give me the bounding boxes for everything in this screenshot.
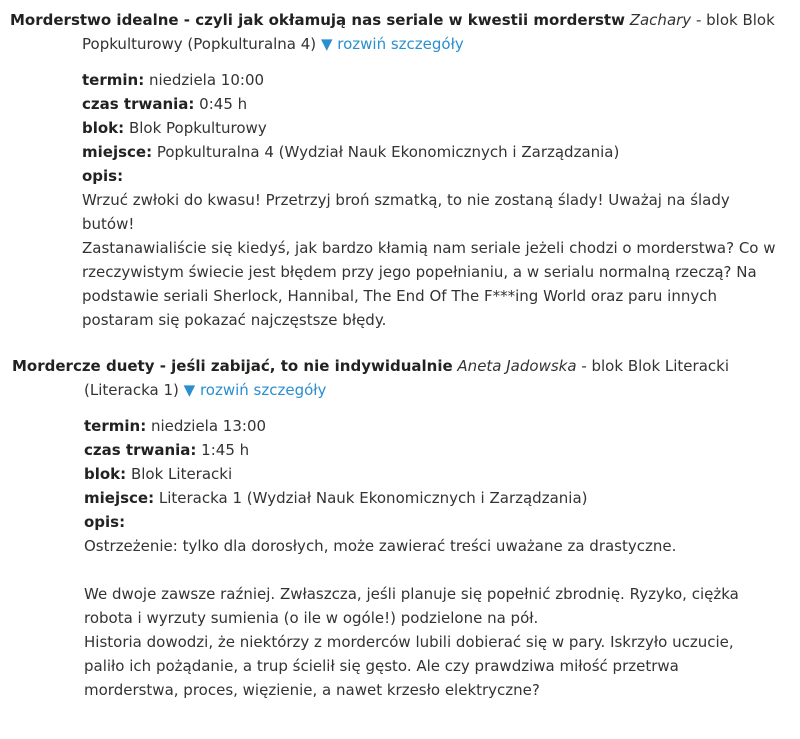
detail-block: blok: Blok Popkulturowy xyxy=(82,119,267,137)
detail-location: miejsce: Popkulturalna 4 (Wydział Nauk Ekonomicznych i Zarządzania) xyxy=(82,143,620,161)
detail-description-label: opis: xyxy=(82,167,124,185)
description-line: Historia dowodzi, że niektórzy z morderców lubili dobierać się w pary. Iskrzyło uczucie, xyxy=(84,633,734,651)
event-block-cont: Popkulturowy (Popkulturalna 4) xyxy=(82,35,317,53)
description-line: We dwoje zawsze raźniej. Zwłaszcza, jeśli planuje się popełnić zbrodnię. Ryzyko, ciężka xyxy=(84,585,739,603)
detail-termin: termin: niedziela 10:00 xyxy=(82,71,265,89)
event-block-prefix: - blok Blok xyxy=(691,11,775,29)
event-header xyxy=(10,8,790,56)
description-line: morderstwa, proces, więzienie, a nawet krzesło elektryczne? xyxy=(84,681,540,699)
description-line: Zastanawialiście się kiedyś, jak bardzo kłamią nam seriale jeżeli chodzi o morderstwa? Co w xyxy=(82,239,776,257)
description-line: robota i wyrzuty sumienia (o ile w ogóle!) podzielone na pół. xyxy=(84,609,539,627)
event-title: Morderstwo idealne - czyli jak okłamują nas seriale w kwestii morderstw xyxy=(10,11,625,29)
detail-block: blok: Blok Literacki xyxy=(84,465,233,483)
description-line: rzeczywistym świecie jest błędem przy jego popełnianiu, a w serialu normalną rzeczą? Na xyxy=(82,263,757,281)
description-line: butów! xyxy=(82,215,135,233)
description-spacer xyxy=(84,558,784,582)
detail-location: miejsce: Literacka 1 (Wydział Nauk Ekonomicznych i Zarządzania) xyxy=(84,489,588,507)
event-author: Aneta Jadowska xyxy=(457,357,577,375)
description-line: Wrzuć zwłoki do kwasu! Przetrzyj broń szmatką, to nie zostaną ślady! Uważaj na ślady xyxy=(82,191,730,209)
description-line: podstawie seriali Sherlock, Hannibal, The End Of The F***ing World oraz paru innych xyxy=(82,287,717,305)
description-line: postaram się pokazać najczęstsze błędy. xyxy=(82,311,387,329)
event-header xyxy=(12,354,792,402)
event-description xyxy=(82,188,782,332)
event-block-prefix: - blok Blok Literacki xyxy=(576,357,730,375)
description-line: Ostrzeżenie: tylko dla dorosłych, może zawierać treści uważane za drastyczne. xyxy=(84,537,677,555)
event-title: Mordercze duety - jeśli zabijać, to nie indywidualnie xyxy=(12,357,453,375)
event-block-cont: (Literacka 1) xyxy=(84,381,179,399)
event-details xyxy=(82,68,782,332)
detail-duration: czas trwania: 1:45 h xyxy=(84,441,250,459)
description-line: paliło ich pożądanie, a trup ścielił się gęsto. Ale czy prawdziwa miłość przetrwa xyxy=(84,657,679,675)
detail-description-label: opis: xyxy=(84,513,126,531)
expand-details-link[interactable]: ▼ rozwiń szczegóły xyxy=(320,35,464,53)
event-author: Zachary xyxy=(629,11,692,29)
event-details xyxy=(84,414,784,702)
event-description xyxy=(84,534,784,702)
expand-details-link[interactable]: ▼ rozwiń szczegóły xyxy=(183,381,327,399)
detail-duration: czas trwania: 0:45 h xyxy=(82,95,248,113)
detail-termin: termin: niedziela 13:00 xyxy=(84,417,267,435)
